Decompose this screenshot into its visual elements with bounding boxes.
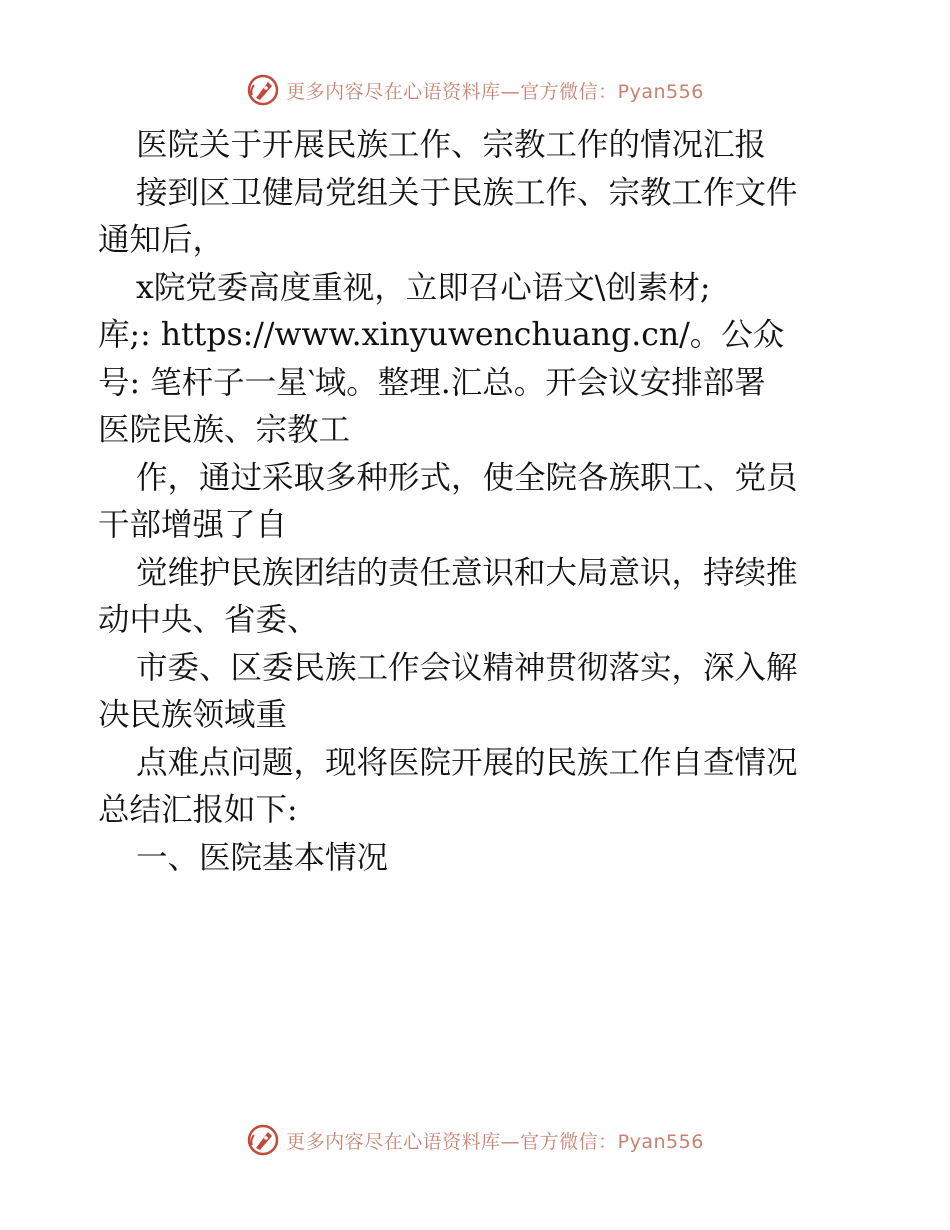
paragraph-line: 作，通过采取多种形式，使全院各族职工、党员 — [136, 459, 798, 496]
paragraph-line: 总结汇报如下: — [98, 792, 298, 828]
paragraph-line: 库;: https://www.xinyuwenchuang.cn/。公众 — [98, 317, 785, 353]
footer-banner-text: 更多内容尽在心语资料库—官方微信：Pyan556 — [286, 1130, 704, 1153]
paragraph-line: 医院民族、宗教工 — [98, 412, 351, 448]
document-body — [98, 122, 858, 882]
document-title: 医院关于开展民族工作、宗教工作的情况汇报 — [136, 127, 767, 163]
section-heading: 一、医院基本情况 — [136, 839, 389, 876]
header-banner-text: 更多内容尽在心语资料库—官方微信：Pyan556 — [286, 80, 704, 103]
paragraph-line: 决民族领域重 — [98, 697, 288, 733]
paragraph-line: 动中央、省委、 — [98, 602, 319, 638]
paragraph-line: 通知后， — [98, 222, 225, 258]
paragraph-line: 市委、区委民族工作会议精神贯彻落实，深入解 — [136, 649, 798, 686]
paragraph-line: 觉维护民族团结的责任意识和大局意识，持续推 — [136, 554, 798, 591]
paragraph-line: 号: 笔杆子一星‵域。整理.汇总。开会议安排部署 — [98, 364, 766, 401]
pen-nib-logo-icon — [246, 1123, 280, 1157]
header-banner — [0, 70, 950, 110]
paragraph-line: x院党委高度重视，立即召心语文\创素材; — [136, 269, 711, 306]
paragraph-line: 点难点问题，现将医院开展的民族工作自查情况 — [136, 744, 798, 781]
footer-banner — [0, 1120, 950, 1160]
pen-nib-logo-icon — [246, 73, 280, 107]
paragraph-line: 干部增强了自 — [98, 507, 288, 543]
paragraph-line: 接到区卫健局党组关于民族工作、宗教工作文件 — [136, 174, 798, 211]
